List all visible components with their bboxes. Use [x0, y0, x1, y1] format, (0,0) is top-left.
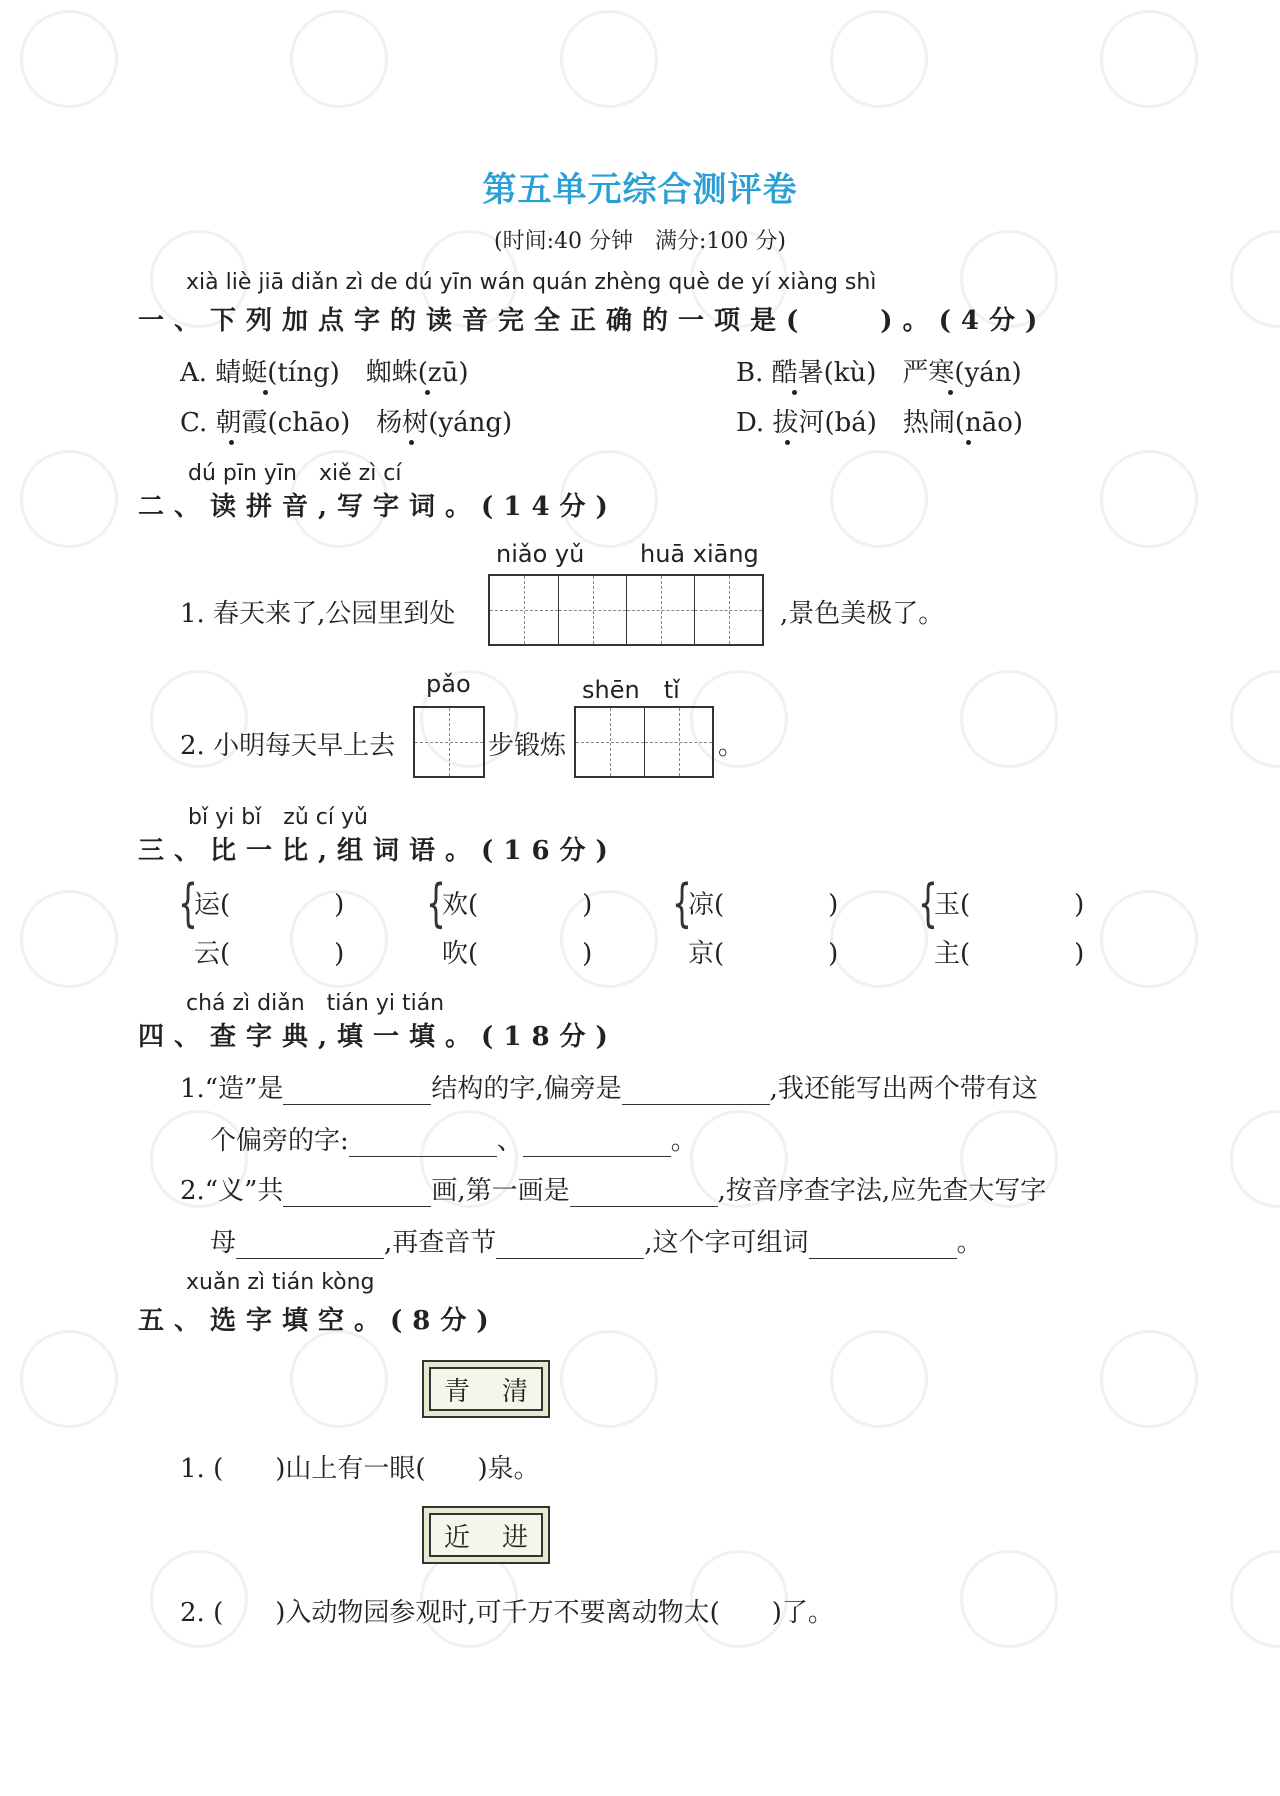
answer-blank[interactable] [523, 1132, 671, 1157]
answer-blank[interactable] [570, 1182, 718, 1207]
pair-2-b: 吹( ) [442, 939, 593, 969]
q2-s2-pinyin-a: pǎo [426, 670, 471, 698]
watermark-circle [830, 890, 928, 988]
pair-1-a: 运( ) [194, 890, 345, 920]
emphasis-dot [966, 440, 971, 445]
watermark-circle [1230, 1110, 1280, 1208]
watermark-circle [1100, 1330, 1198, 1428]
q4-l4-text-a: 母 [210, 1228, 237, 1258]
q3-pinyin: bǐ yi bǐ zǔ cí yǔ [188, 805, 368, 830]
watermark-circle [1230, 670, 1280, 768]
writing-cell[interactable] [558, 576, 626, 644]
watermark-circle [830, 10, 928, 108]
q4-line2 [210, 1120, 697, 1157]
q2-s2-grid-b[interactable] [574, 706, 714, 778]
q4-l4-text-b: ,再查音节 [384, 1228, 497, 1258]
pair-3-a: 凉( ) [688, 890, 839, 920]
watermark-circle [20, 890, 118, 988]
q2-s2-mid: 步锻炼 [488, 731, 567, 761]
q4-l1-text-a: 1.“造”是 [180, 1074, 284, 1104]
q4-line3 [180, 1170, 1046, 1207]
q1-pinyin: xià liè jiā diǎn zì de dú yīn wán quán zhèng què de yí xiàng shì [186, 270, 877, 295]
q4-l2-text-b: 、 [496, 1126, 523, 1156]
writing-cell[interactable] [644, 708, 712, 776]
pair-1-b: 云( ) [194, 939, 345, 969]
watermark-circle [830, 1330, 928, 1428]
q5-pinyin: xuǎn zì tián kòng [186, 1270, 375, 1295]
card-char: 进 [501, 1522, 528, 1553]
pair-brace: { [178, 874, 198, 934]
q2-s1-after: ,景色美极了。 [780, 599, 945, 629]
q1-option-b: B. 酷暑(kù) 严寒(yán) [736, 358, 1022, 388]
writing-cell[interactable] [576, 708, 644, 776]
q4-l2-text-c: 。 [670, 1126, 697, 1156]
q1-option-d: D. 拔河(bá) 热闹(nāo) [736, 408, 1024, 438]
emphasis-dot [263, 390, 268, 395]
emphasis-dot [409, 440, 414, 445]
q2-s2-grid-a[interactable] [413, 706, 485, 778]
emphasis-dot [425, 390, 430, 395]
q4-heading: 四、查字典,填一填。(18分) [138, 1022, 618, 1052]
writing-cell[interactable] [490, 576, 558, 644]
pair-4-b: 主( ) [934, 939, 1085, 969]
answer-blank[interactable] [809, 1234, 957, 1259]
pair-brace: { [426, 874, 446, 934]
q2-s2-before: 2. 小明每天早上去 [180, 731, 396, 761]
watermark-circle [1100, 450, 1198, 548]
answer-blank[interactable] [283, 1080, 431, 1105]
watermark-circle [1100, 890, 1198, 988]
watermark-circle [290, 1330, 388, 1428]
word-card-2 [422, 1506, 550, 1564]
answer-blank[interactable] [283, 1182, 431, 1207]
q3-heading: 三、比一比,组词语。(16分) [138, 836, 618, 866]
q2-pinyin: dú pīn yīn xiě zì cí [188, 461, 402, 486]
answer-blank[interactable] [236, 1234, 384, 1259]
watermark-circle [290, 10, 388, 108]
q1-option-a: A. 蜻蜓(tíng) 蜘蛛(zū) [180, 358, 469, 388]
q2-s1-pinyin-b: huā xiāng [640, 540, 759, 568]
q5-sentence-2: 2. ( )入动物园参观时,可千万不要离动物太( )了。 [180, 1598, 834, 1628]
card-char: 清 [501, 1376, 528, 1407]
answer-blank[interactable] [622, 1080, 770, 1105]
word-card-1 [422, 1360, 550, 1418]
q4-pinyin: chá zì diǎn tián yi tián [186, 991, 445, 1016]
pair-brace: { [672, 874, 692, 934]
watermark-circle [20, 10, 118, 108]
answer-blank[interactable] [349, 1132, 497, 1157]
writing-cell[interactable] [694, 576, 762, 644]
watermark-circle [830, 450, 928, 548]
q4-l1-text-b: 结构的字,偏旁是 [431, 1074, 622, 1104]
q4-l3-text-a: 2.“义”共 [180, 1176, 284, 1206]
q4-l1-text-c: ,我还能写出两个带有这 [769, 1074, 1038, 1104]
q4-line1 [180, 1068, 1038, 1105]
watermark-circle [960, 670, 1058, 768]
pair-brace: { [918, 874, 938, 934]
watermark-circle [20, 1330, 118, 1428]
pair-2-a: 欢( ) [442, 890, 593, 920]
q2-s1-before: 1. 春天来了,公园里到处 [180, 599, 456, 629]
emphasis-dot [792, 390, 797, 395]
q4-l4-text-c: ,这个字可组词 [644, 1228, 809, 1258]
answer-blank[interactable] [496, 1234, 644, 1259]
watermark-circle [1230, 1550, 1280, 1648]
writing-cell[interactable] [415, 708, 483, 776]
q5-heading: 五、选字填空。(8分) [138, 1306, 499, 1336]
writing-cell[interactable] [626, 576, 694, 644]
q1-heading: 一、下列加点字的读音完全正确的一项是( )。(4分) [138, 306, 1048, 336]
q4-l3-text-b: 画,第一画是 [431, 1176, 570, 1206]
q5-sentence-1: 1. ( )山上有一眼( )泉。 [180, 1454, 540, 1484]
emphasis-dot [948, 390, 953, 395]
q2-s2-after: 。 [718, 731, 745, 761]
q2-s1-pinyin-a: niǎo yǔ [496, 540, 585, 568]
emphasis-dot [785, 440, 790, 445]
watermark-circle [1100, 10, 1198, 108]
page-subtitle: (时间:40 分钟 满分:100 分) [494, 229, 786, 254]
card-char: 近 [444, 1522, 471, 1553]
watermark-circle [560, 10, 658, 108]
watermark-circle [960, 1550, 1058, 1648]
q4-line4 [210, 1222, 983, 1259]
watermark-circle [560, 1330, 658, 1428]
q1-option-c: C. 朝霞(chāo) 杨树(yáng) [180, 408, 513, 438]
q4-l2-text-a: 个偏旁的字: [210, 1126, 349, 1156]
q2-heading: 二、读拼音,写字词。(14分) [138, 492, 618, 522]
q2-s1-writing-grid[interactable] [488, 574, 764, 646]
card-char: 青 [444, 1376, 471, 1407]
pair-3-b: 京( ) [688, 939, 839, 969]
q2-s2-pinyin-b: shēn tǐ [582, 676, 680, 704]
pair-4-a: 玉( ) [934, 890, 1085, 920]
q4-l3-text-c: ,按音序查字法,应先查大写字 [717, 1176, 1047, 1206]
page-title: 第五单元综合测评卷 [482, 170, 798, 210]
emphasis-dot [229, 440, 234, 445]
watermark-circle [20, 450, 118, 548]
q4-l4-text-d: 。 [956, 1228, 983, 1258]
